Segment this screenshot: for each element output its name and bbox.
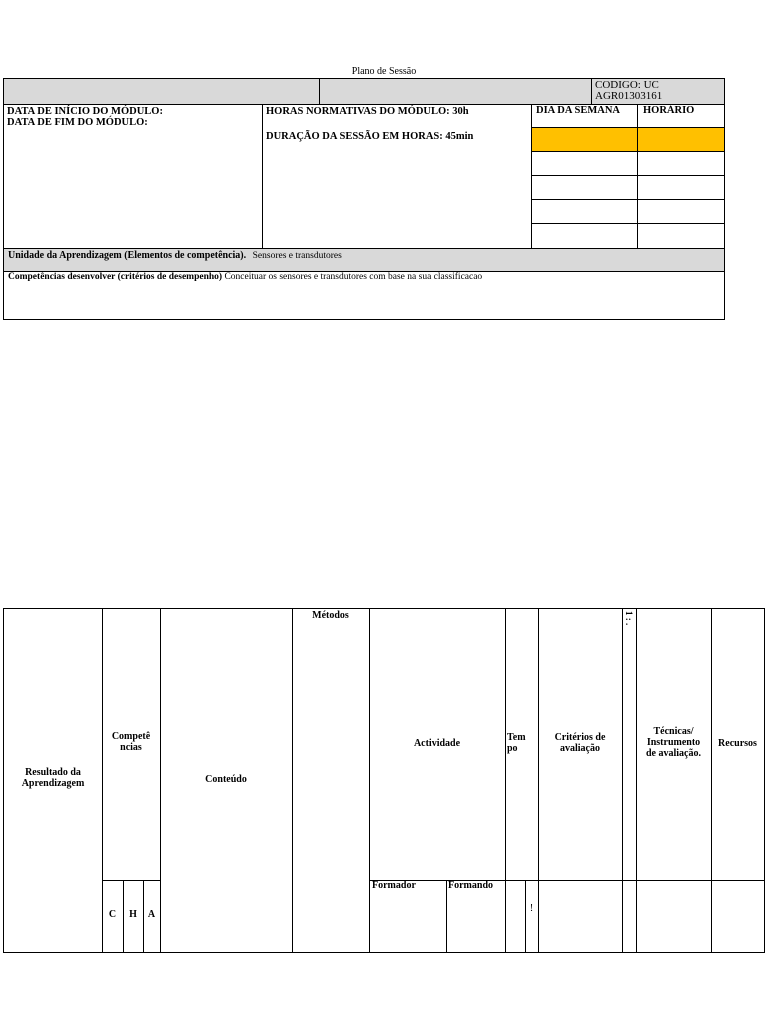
formador-header: Formador bbox=[372, 880, 416, 891]
schedule-day-5 bbox=[532, 224, 638, 249]
col-divider bbox=[102, 609, 103, 952]
codigo-uc-label: CODIGO: UC bbox=[595, 79, 659, 91]
actividade-header: Actividade bbox=[413, 738, 461, 749]
criterios-line2: avaliação bbox=[560, 743, 600, 754]
schedule-time-2 bbox=[638, 152, 724, 176]
criterios-avaliacao-header bbox=[538, 732, 622, 754]
codigo-cell bbox=[592, 79, 724, 105]
col-divider bbox=[711, 609, 712, 952]
competencias-value: Conceituar os sensores e transdutores com base na sua classificacao bbox=[224, 272, 483, 282]
header-blank-cell-2 bbox=[320, 79, 592, 105]
col-divider bbox=[505, 609, 506, 952]
competencias-header-line1: Competê bbox=[111, 731, 151, 742]
competencias-header-line2: ncias bbox=[120, 742, 142, 753]
header-blank-cell-1 bbox=[4, 79, 320, 105]
unidade-aprendizagem-row bbox=[4, 249, 724, 272]
dia-semana-header: DIA DA SEMANA bbox=[532, 105, 638, 128]
duracao-sessao: DURAÇÃO DA SESSÃO EM HORAS: 45min bbox=[266, 131, 474, 142]
unidade-label: Unidade da Aprendizagem (Elementos de competência). bbox=[8, 250, 247, 261]
competencias-label: Competências desenvolver (critérios de desempenho) bbox=[8, 272, 223, 282]
row-divider bbox=[102, 880, 160, 881]
schedule-time-5 bbox=[638, 224, 724, 249]
formando-header: Formando bbox=[448, 880, 493, 891]
narrow-marks-text: 1 : . bbox=[624, 611, 634, 626]
module-hours-cell bbox=[263, 105, 532, 249]
tecnicas-instrumento-header bbox=[636, 726, 711, 759]
actividade-divider bbox=[446, 880, 447, 952]
session-plan-table bbox=[3, 608, 765, 953]
data-inicio-label: DATA DE INÍCIO DO MÓDULO: bbox=[7, 106, 163, 117]
competencias-header bbox=[102, 731, 160, 753]
recursos-header: Recursos bbox=[718, 738, 757, 749]
schedule-time-4 bbox=[638, 200, 724, 224]
col-divider bbox=[369, 609, 370, 952]
competencia-a: A bbox=[147, 909, 156, 920]
schedule-day-3 bbox=[532, 176, 638, 200]
document-title: Plano de Sessão bbox=[351, 66, 417, 77]
horas-normativas: HORAS NORMATIVAS DO MÓDULO: 30h bbox=[266, 106, 469, 117]
session-header-table bbox=[3, 78, 725, 320]
tecnicas-line3: de avaliação. bbox=[646, 748, 701, 759]
col-divider bbox=[538, 609, 539, 952]
conteudo-header: Conteúdo bbox=[205, 774, 247, 785]
col-divider bbox=[636, 609, 637, 952]
tempo-header-line2: po bbox=[507, 743, 518, 754]
schedule-day-1 bbox=[532, 128, 638, 152]
resultado-aprendizagem-header: Resultado da Aprendizagem bbox=[21, 767, 85, 789]
unidade-value: Sensores e transdutores bbox=[252, 251, 342, 261]
codigo-uc-value: AGR01303161 bbox=[595, 90, 663, 102]
schedule-time-3 bbox=[638, 176, 724, 200]
metodos-header: Métodos bbox=[312, 610, 349, 621]
competencia-h: H bbox=[129, 909, 137, 920]
competencias-row bbox=[4, 272, 724, 319]
data-fim-label: DATA DE FIM DO MÓDULO: bbox=[7, 117, 148, 128]
schedule-day-4 bbox=[532, 200, 638, 224]
competencia-c: C bbox=[108, 909, 117, 920]
tempo-header bbox=[507, 732, 538, 754]
col-divider bbox=[622, 609, 623, 952]
tempo-header-line1: Tem bbox=[507, 732, 526, 743]
module-dates-cell bbox=[4, 105, 263, 249]
schedule-day-2 bbox=[532, 152, 638, 176]
col-divider bbox=[292, 609, 293, 952]
tecnicas-line2: Instrumento bbox=[646, 737, 701, 748]
horario-header: HORÁRIO bbox=[638, 105, 724, 128]
tecnicas-line1: Técnicas/ bbox=[653, 726, 694, 737]
tempo-divider bbox=[525, 880, 526, 952]
criterios-line1: Critérios de bbox=[554, 732, 606, 743]
schedule-time-1 bbox=[638, 128, 724, 152]
tempo-mark: ! bbox=[529, 903, 534, 914]
narrow-column-marks bbox=[622, 611, 636, 625]
